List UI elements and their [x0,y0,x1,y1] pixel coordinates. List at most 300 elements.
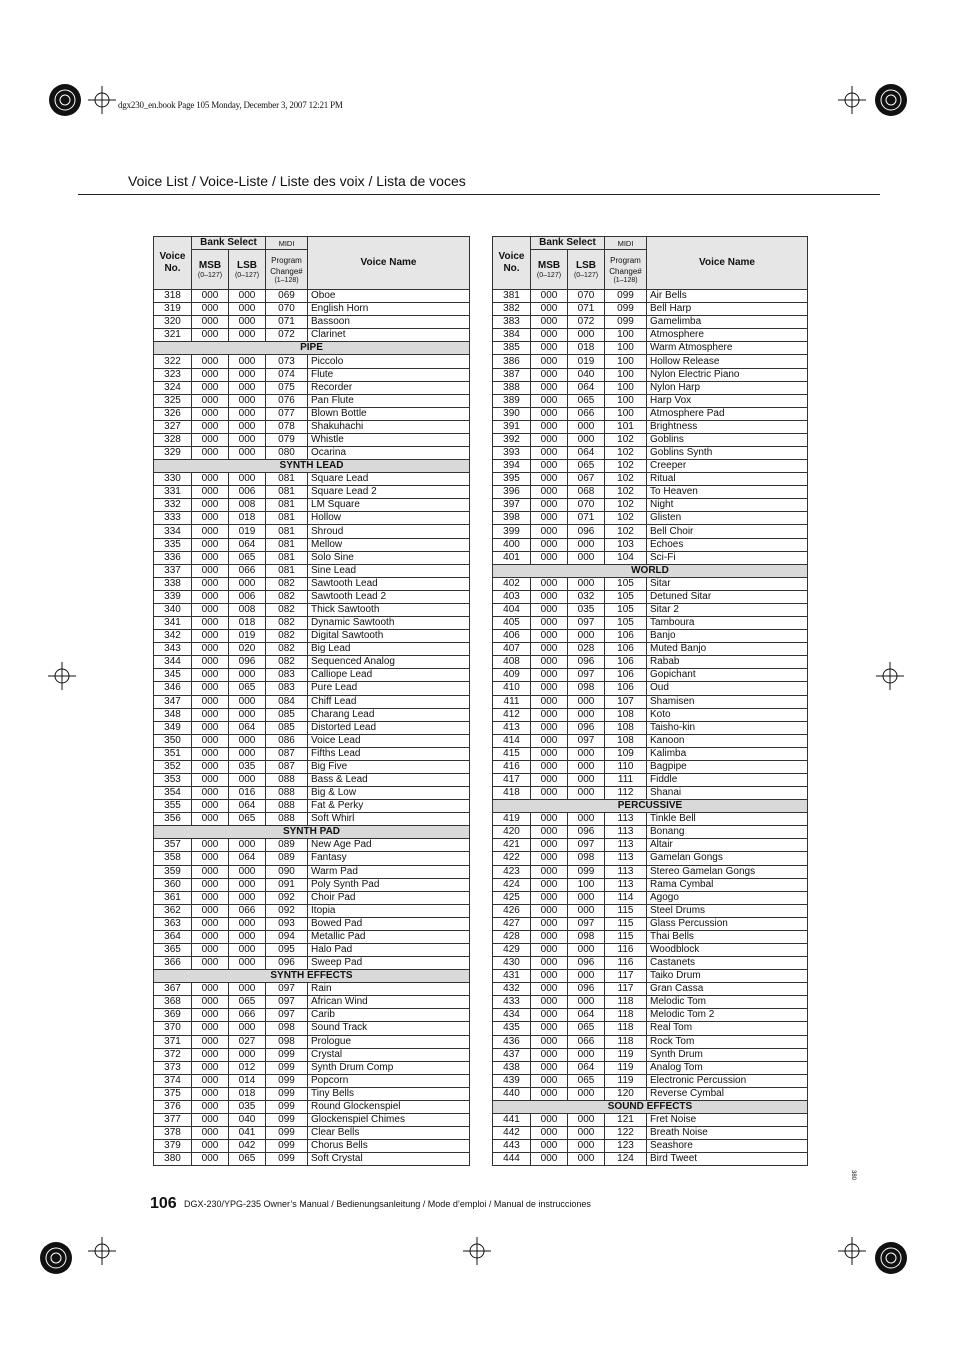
msb-cell: 000 [531,603,568,616]
voice-number-cell: 417 [493,773,531,786]
msb-cell: 000 [531,551,568,564]
program-change-cell: 088 [266,800,308,813]
lsb-cell: 000 [229,878,266,891]
voice-row [493,721,808,734]
program-change-cell: 121 [605,1114,647,1127]
voice-row [493,460,808,473]
lsb-cell: 000 [568,1153,605,1166]
msb-cell: 000 [531,865,568,878]
voice-row [154,1140,470,1153]
lsb-cell: 067 [568,473,605,486]
msb-cell: 000 [192,734,229,747]
voice-number-cell: 372 [154,1048,192,1061]
voice-row [154,813,470,826]
voice-row [493,826,808,839]
lsb-cell: 000 [568,1087,605,1100]
msb-cell: 000 [531,499,568,512]
corner-registration-mark-icon [866,1233,916,1283]
msb-cell: 000 [531,1009,568,1022]
msb-cell: 000 [192,800,229,813]
msb-cell: 000 [531,1114,568,1127]
voice-row [154,564,470,577]
voice-name-cell: Echoes [647,538,808,551]
lsb-cell: 000 [229,381,266,394]
crosshair-mark-icon [876,662,904,690]
msb-cell: 000 [531,708,568,721]
lsb-cell: 035 [229,1100,266,1113]
voice-number-cell: 419 [493,813,531,826]
lsb-cell: 000 [229,290,266,303]
voice-number-cell: 347 [154,695,192,708]
voice-row [493,420,808,433]
msb-cell: 000 [192,617,229,630]
msb-cell: 000 [192,1140,229,1153]
program-change-cell: 088 [266,813,308,826]
lsb-cell: 000 [568,943,605,956]
msb-cell: 000 [531,878,568,891]
voice-name-cell: To Heaven [647,486,808,499]
msb-cell: 000 [192,486,229,499]
program-change-cell: 081 [266,512,308,525]
voice-row [154,499,470,512]
voice-number-cell: 365 [154,943,192,956]
msb-cell: 000 [531,721,568,734]
lsb-cell: 000 [229,355,266,368]
lsb-cell: 000 [568,891,605,904]
lsb-cell: 000 [568,813,605,826]
msb-cell: 000 [192,1061,229,1074]
program-change-cell: 106 [605,656,647,669]
program-change-cell: 082 [266,590,308,603]
voice-number-cell: 426 [493,904,531,917]
program-change-cell: 078 [266,420,308,433]
category-label: SOUND EFFECTS [493,1100,808,1113]
voice-name-cell: Ocarina [308,447,470,460]
voice-row [493,1074,808,1087]
voice-number-cell: 393 [493,447,531,460]
program-change-cell: 102 [605,512,647,525]
voice-name-cell: Atmosphere Pad [647,407,808,420]
lsb-cell: 000 [568,577,605,590]
voice-row [493,617,808,630]
msb-cell: 000 [531,420,568,433]
lsb-cell: 066 [229,904,266,917]
voice-name-cell: Thai Bells [647,930,808,943]
voice-name-cell: Steel Drums [647,904,808,917]
voice-name-cell: Crystal [308,1048,470,1061]
voice-row [493,983,808,996]
voice-number-cell: 374 [154,1074,192,1087]
lsb-cell: 065 [229,996,266,1009]
msb-cell: 000 [192,329,229,342]
category-row [154,460,470,473]
voice-name-cell: Chiff Lead [308,695,470,708]
voice-number-cell: 376 [154,1100,192,1113]
msb-cell: 000 [192,1022,229,1035]
voice-row [493,996,808,1009]
voice-name-cell: Choir Pad [308,891,470,904]
voice-row [493,486,808,499]
voice-row [493,734,808,747]
voice-number-cell: 381 [493,290,531,303]
voice-name-cell: Sound Track [308,1022,470,1035]
voice-row [493,930,808,943]
program-change-cell: 094 [266,930,308,943]
voice-name-cell: Taisho-kin [647,721,808,734]
voice-name-cell: Gamelan Gongs [647,852,808,865]
msb-cell: 000 [531,656,568,669]
lsb-cell: 096 [568,656,605,669]
program-change-cell: 072 [266,329,308,342]
program-change-cell: 092 [266,904,308,917]
program-change-cell: 108 [605,708,647,721]
program-change-cell: 089 [266,852,308,865]
voice-row [493,538,808,551]
voice-row [154,551,470,564]
lsb-cell: 018 [568,342,605,355]
voice-name-cell: Itopia [308,904,470,917]
msb-cell: 000 [192,983,229,996]
msb-cell: 000 [531,957,568,970]
lsb-cell: 000 [568,773,605,786]
msb-cell: 000 [531,538,568,551]
program-change-cell: 082 [266,603,308,616]
program-change-cell: 099 [266,1140,308,1153]
msb-cell: 000 [531,826,568,839]
program-change-cell: 105 [605,590,647,603]
voice-row [154,603,470,616]
voice-row [493,669,808,682]
program-change-cell: 099 [266,1100,308,1113]
voice-name-cell: Digital Sawtooth [308,630,470,643]
voice-number-cell: 330 [154,473,192,486]
voice-number-cell: 411 [493,695,531,708]
voice-name-cell: Oboe [308,290,470,303]
program-change-cell: 083 [266,682,308,695]
lsb-cell: 040 [568,368,605,381]
lsb-cell: 000 [229,1048,266,1061]
msb-cell: 000 [192,656,229,669]
msb-cell: 000 [531,943,568,956]
msb-cell: 000 [531,852,568,865]
lsb-cell: 040 [229,1114,266,1127]
voice-row [493,1140,808,1153]
lsb-cell: 099 [568,865,605,878]
program-change-cell: 081 [266,473,308,486]
voice-row [493,512,808,525]
program-change-cell: 115 [605,930,647,943]
lsb-cell: 000 [229,669,266,682]
voice-row [154,525,470,538]
program-change-cell: 113 [605,878,647,891]
voice-row [154,865,470,878]
msb-cell: 000 [192,1127,229,1140]
program-change-cell: 113 [605,852,647,865]
header-voice-name: Voice Name [647,237,808,290]
manual-footer-text: DGX-230/YPG-235 Owner’s Manual / Bedienungsanleitung / Mode d’emploi / Manual de instrucciones [184,1199,591,1209]
voice-name-cell: Electronic Percussion [647,1074,808,1087]
program-change-cell: 102 [605,447,647,460]
voice-name-cell: Fat & Perky [308,800,470,813]
voice-row [154,943,470,956]
program-change-cell: 084 [266,695,308,708]
category-row [493,800,808,813]
voice-row [154,1153,470,1166]
voice-row [493,368,808,381]
lsb-cell: 000 [229,865,266,878]
voice-name-cell: Bird Tweet [647,1153,808,1166]
voice-name-cell: Tamboura [647,617,808,630]
voice-name-cell: Stereo Gamelan Gongs [647,865,808,878]
header-voice-no: Voice No. [154,237,192,290]
crosshair-mark-icon [88,86,116,114]
voice-number-cell: 388 [493,381,531,394]
voice-number-cell: 421 [493,839,531,852]
program-change-cell: 082 [266,630,308,643]
header-program-change: Program Change# (1–128) [266,250,308,290]
program-change-cell: 083 [266,669,308,682]
voice-number-cell: 433 [493,996,531,1009]
msb-cell: 000 [192,813,229,826]
voice-row [493,1127,808,1140]
lsb-cell: 065 [229,682,266,695]
lsb-cell: 000 [229,368,266,381]
voice-name-cell: Gran Cassa [647,983,808,996]
lsb-cell: 098 [568,930,605,943]
program-change-cell: 103 [605,538,647,551]
program-change-cell: 100 [605,342,647,355]
voice-number-cell: 398 [493,512,531,525]
voice-name-cell: Prologue [308,1035,470,1048]
program-change-cell: 106 [605,630,647,643]
lsb-cell: 000 [229,447,266,460]
voice-number-cell: 371 [154,1035,192,1048]
msb-cell: 000 [531,1022,568,1035]
voice-name-cell: Pure Lead [308,682,470,695]
voice-row [493,891,808,904]
program-change-cell: 081 [266,486,308,499]
voice-row [154,721,470,734]
header-program-change: Program Change# (1–128) [605,250,647,290]
header-voice-name: Voice Name [308,237,470,290]
msb-cell: 000 [192,420,229,433]
voice-number-cell: 399 [493,525,531,538]
program-change-cell: 110 [605,760,647,773]
voice-number-cell: 362 [154,904,192,917]
lsb-cell: 098 [568,682,605,695]
program-change-cell: 076 [266,394,308,407]
voice-number-cell: 412 [493,708,531,721]
lsb-cell: 027 [229,1035,266,1048]
msb-cell: 000 [531,433,568,446]
lsb-cell: 097 [568,917,605,930]
voice-number-cell: 318 [154,290,192,303]
voice-number-cell: 442 [493,1127,531,1140]
voice-name-cell: Bassoon [308,316,470,329]
msb-cell: 000 [192,695,229,708]
voice-name-cell: Rock Tom [647,1035,808,1048]
program-change-cell: 069 [266,290,308,303]
voice-row [154,996,470,1009]
voice-row [154,577,470,590]
voice-row [493,355,808,368]
msb-cell: 000 [192,787,229,800]
msb-cell: 000 [192,433,229,446]
lsb-cell: 000 [229,773,266,786]
voice-number-cell: 357 [154,839,192,852]
voice-name-cell: Sawtooth Lead [308,577,470,590]
lsb-cell: 000 [568,787,605,800]
voice-row [493,747,808,760]
voice-row [154,983,470,996]
voice-name-cell: Big Lead [308,643,470,656]
msb-cell: 000 [531,1153,568,1166]
msb-cell: 000 [531,1140,568,1153]
lsb-cell: 064 [568,381,605,394]
voice-number-cell: 403 [493,590,531,603]
lsb-cell: 000 [229,930,266,943]
voice-name-cell: Warm Pad [308,865,470,878]
voice-name-cell: New Age Pad [308,839,470,852]
voice-number-cell: 375 [154,1087,192,1100]
program-change-cell: 081 [266,538,308,551]
lsb-cell: 019 [568,355,605,368]
voice-row [493,943,808,956]
msb-cell: 000 [531,590,568,603]
msb-cell: 000 [192,551,229,564]
voice-row [493,433,808,446]
lsb-cell: 019 [229,525,266,538]
voice-name-cell: Soft Crystal [308,1153,470,1166]
lsb-cell: 000 [568,747,605,760]
lsb-cell: 000 [229,420,266,433]
lsb-cell: 000 [229,1022,266,1035]
voice-name-cell: Clear Bells [308,1127,470,1140]
program-change-cell: 096 [266,957,308,970]
voice-name-cell: Big Five [308,760,470,773]
msb-cell: 000 [192,747,229,760]
program-change-cell: 086 [266,734,308,747]
lsb-cell: 000 [229,917,266,930]
lsb-cell: 016 [229,787,266,800]
msb-cell: 000 [192,1035,229,1048]
voice-table-left [153,236,470,1166]
msb-cell: 000 [192,538,229,551]
lsb-cell: 100 [568,878,605,891]
lsb-cell: 064 [229,721,266,734]
program-change-cell: 088 [266,773,308,786]
lsb-cell: 000 [568,1114,605,1127]
category-label: SYNTH EFFECTS [154,970,470,983]
voice-number-cell: 435 [493,1022,531,1035]
program-change-cell: 119 [605,1061,647,1074]
voice-name-cell: Glass Percussion [647,917,808,930]
voice-name-cell: Thick Sawtooth [308,603,470,616]
voice-row [493,551,808,564]
msb-cell: 000 [192,773,229,786]
voice-name-cell: Dynamic Sawtooth [308,617,470,630]
header-midi: MIDI [605,237,647,250]
voice-row [493,839,808,852]
msb-cell: 000 [531,1035,568,1048]
program-change-cell: 102 [605,473,647,486]
program-change-cell: 105 [605,577,647,590]
lsb-cell: 000 [568,538,605,551]
lsb-cell: 035 [568,603,605,616]
voice-row [154,839,470,852]
voice-row [154,957,470,970]
voice-row [154,630,470,643]
voice-row [154,368,470,381]
program-change-cell: 115 [605,904,647,917]
voice-name-cell: Shanai [647,787,808,800]
msb-cell: 000 [531,368,568,381]
voice-number-cell: 361 [154,891,192,904]
voice-row [154,329,470,342]
program-change-cell: 077 [266,407,308,420]
lsb-cell: 065 [229,813,266,826]
voice-number-cell: 353 [154,773,192,786]
lsb-cell: 018 [229,512,266,525]
msb-cell: 000 [531,930,568,943]
msb-cell: 000 [531,460,568,473]
voice-number-cell: 379 [154,1140,192,1153]
program-change-cell: 099 [266,1074,308,1087]
voice-row [154,695,470,708]
corner-registration-mark-icon [866,75,916,125]
voice-number-cell: 444 [493,1153,531,1166]
voice-row [154,904,470,917]
voice-number-cell: 416 [493,760,531,773]
voice-name-cell: Fifths Lead [308,747,470,760]
voice-number-cell: 443 [493,1140,531,1153]
voice-row [493,970,808,983]
msb-cell: 000 [531,1061,568,1074]
voice-row [493,773,808,786]
header-bank-select: Bank Select [192,237,266,250]
program-change-cell: 099 [266,1127,308,1140]
lsb-cell: 000 [568,904,605,917]
voice-name-cell: Chorus Bells [308,1140,470,1153]
voice-row [493,630,808,643]
program-change-cell: 114 [605,891,647,904]
msb-cell: 000 [192,381,229,394]
program-change-cell: 099 [605,290,647,303]
header-lsb: LSB (0–127) [229,250,266,290]
program-change-cell: 099 [266,1114,308,1127]
program-change-cell: 105 [605,603,647,616]
voice-number-cell: 321 [154,329,192,342]
crosshair-mark-icon [48,662,76,690]
voice-number-cell: 415 [493,747,531,760]
voice-name-cell: Night [647,499,808,512]
voice-number-cell: 422 [493,852,531,865]
crosshair-mark-icon [463,1237,491,1265]
voice-row [493,760,808,773]
msb-cell: 000 [531,787,568,800]
msb-cell: 000 [192,355,229,368]
voice-row [493,1087,808,1100]
program-change-cell: 093 [266,917,308,930]
program-change-cell: 100 [605,381,647,394]
voice-name-cell: Shroud [308,525,470,538]
voice-number-cell: 340 [154,603,192,616]
voice-row [154,433,470,446]
lsb-cell: 066 [229,564,266,577]
msb-cell: 000 [192,603,229,616]
program-change-cell: 112 [605,787,647,800]
program-change-cell: 085 [266,708,308,721]
